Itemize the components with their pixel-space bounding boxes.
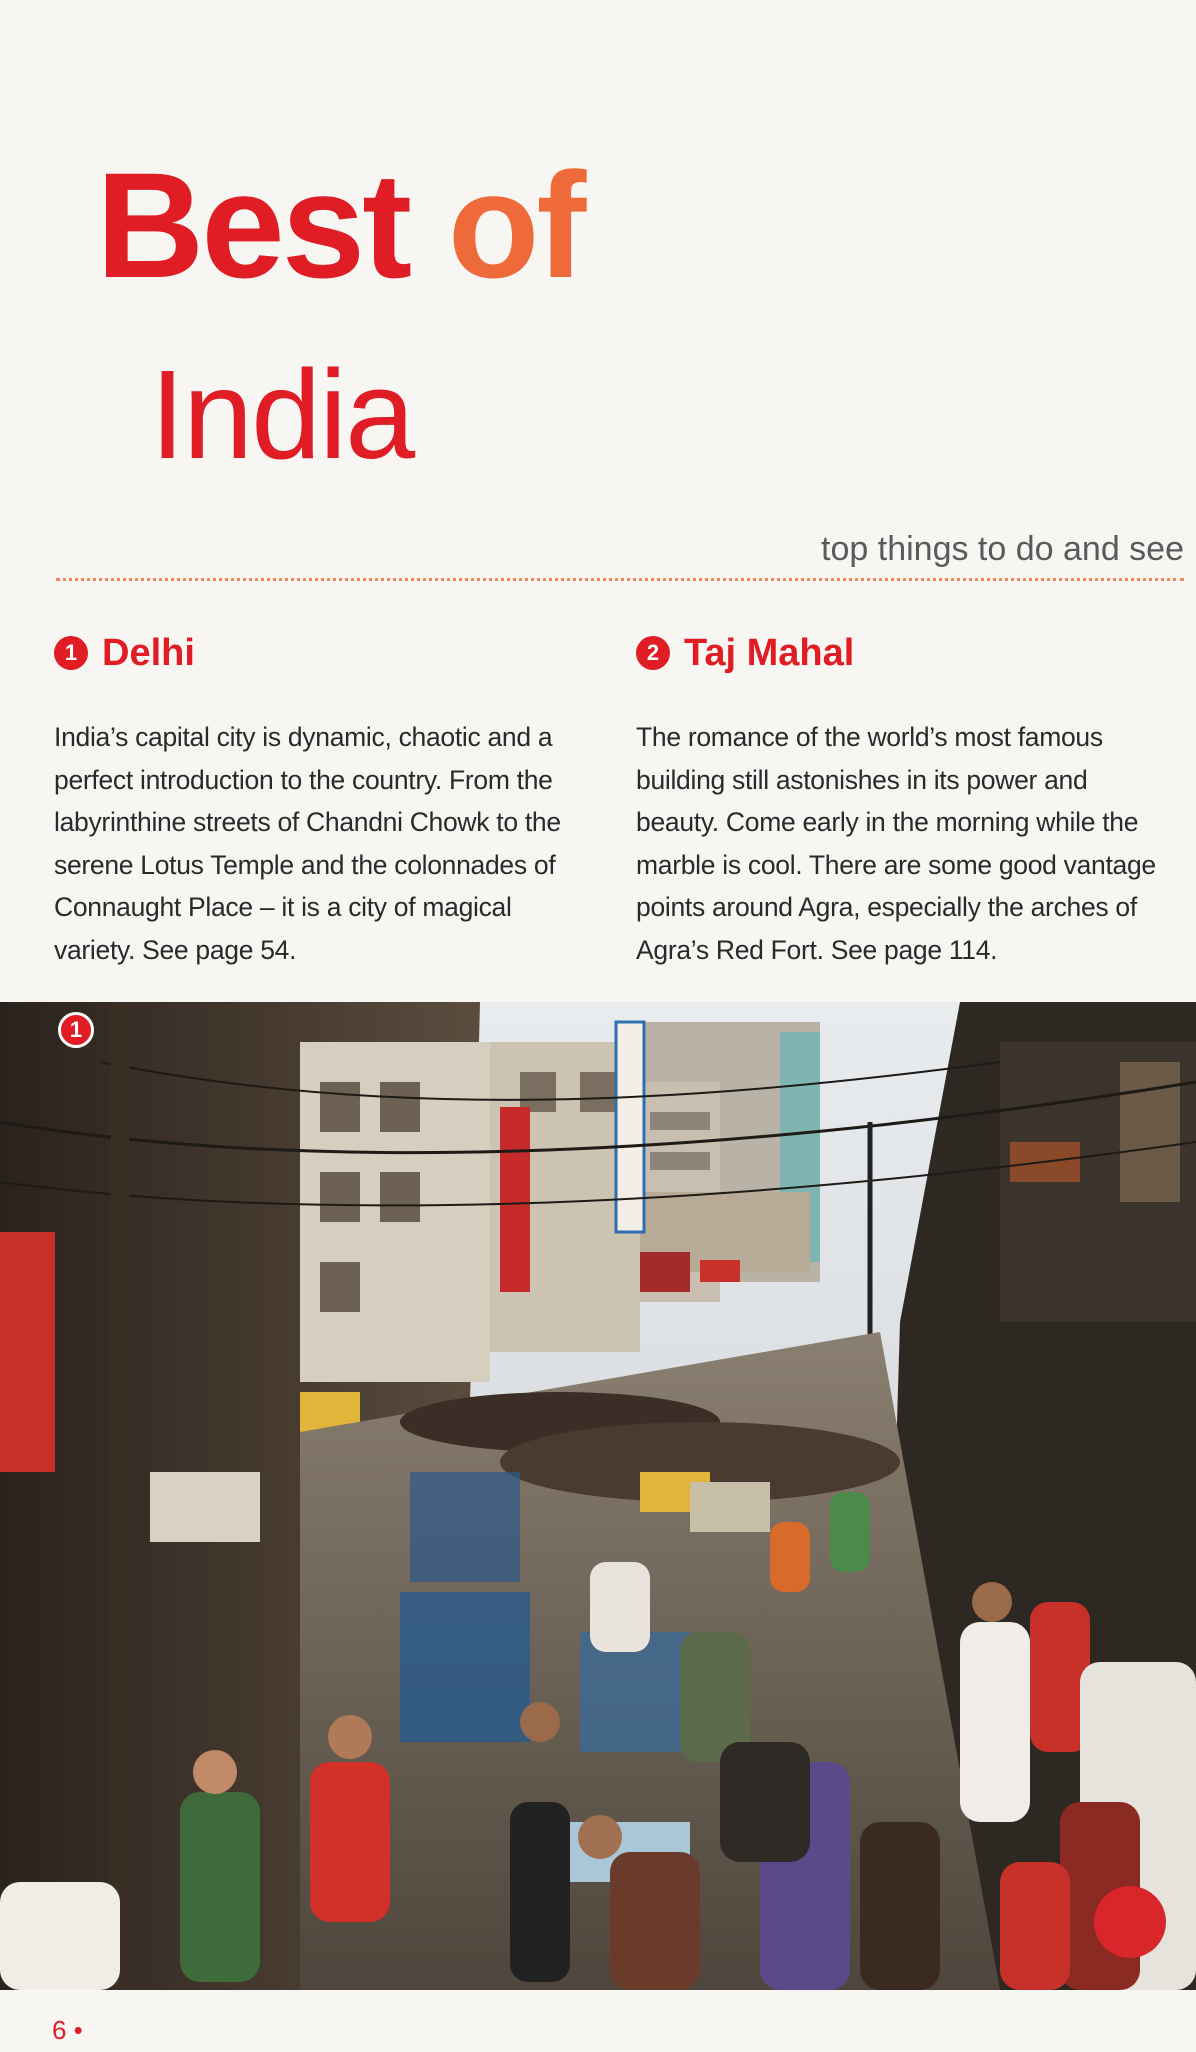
page-number: 6 • [52, 2015, 83, 2045]
dotted-divider [56, 578, 1184, 581]
photo-number-marker: 1 [58, 1012, 94, 1048]
section-delhi [54, 628, 594, 971]
section-body: The romance of the world’s most famous building still astonishes in its power and beauty. Come early in the morning while the marble is cool. There are some good vantage points around Agra, especially the arches of Agra’s Red Fort. See page 114. [636, 722, 1156, 965]
section-title: Taj Mahal [684, 631, 855, 674]
section-header [636, 628, 1176, 678]
title-word-of: of [447, 141, 584, 309]
title-word-best: Best [96, 141, 410, 309]
number-badge: 2 [636, 636, 670, 670]
section-taj-mahal [636, 628, 1176, 971]
section-header [54, 628, 594, 678]
number-badge: 1 [54, 636, 88, 670]
subtitle: top things to do and see [821, 530, 1184, 568]
section-body: India’s capital city is dynamic, chaotic and a perfect introduction to the country. From the labyrinthine streets of Chandni Chowk to the serene Lotus Temple and the colonnades of Connaught Place – it is a city of magical variety. See page 54. [54, 722, 561, 965]
section-title: Delhi [102, 631, 195, 674]
page-title-line1 [96, 141, 584, 309]
page-title-line2: India [150, 344, 414, 485]
delhi-street-photo [0, 1002, 1196, 1990]
